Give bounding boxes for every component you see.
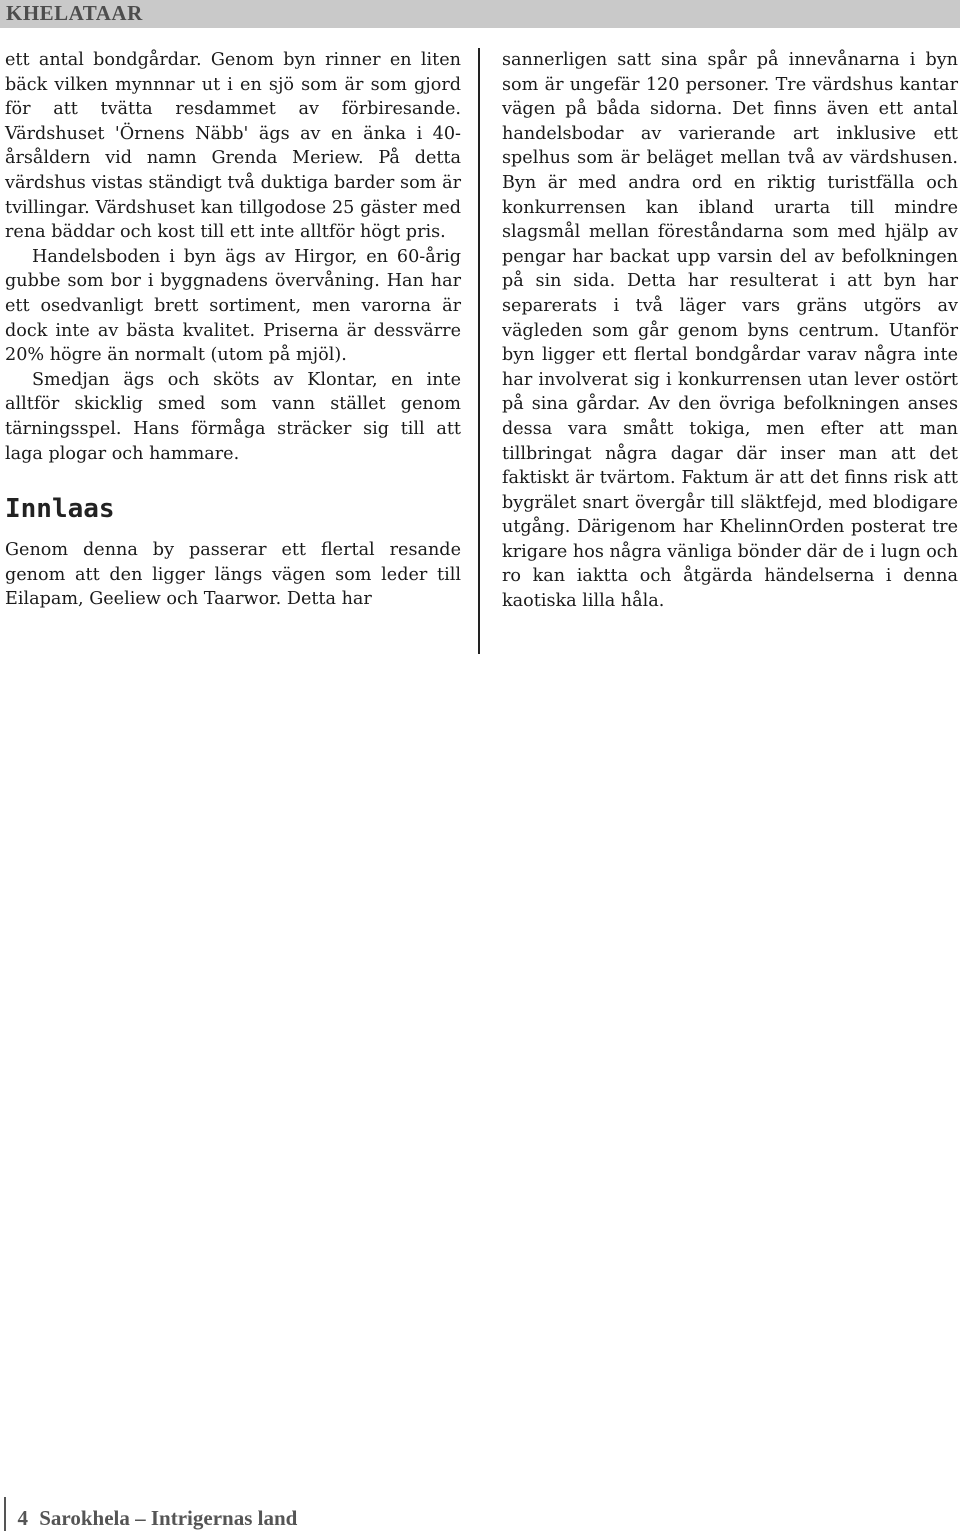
- paragraph-smithy: Smedjan ägs och sköts av Klontar, en inte alltför skicklig smed som vann stället genom tärningsspel. Hans förmåga sträcker sig till att laga plogar och hammare.: [5, 369, 461, 464]
- section-heading: Innlaas: [5, 494, 115, 525]
- column-divider: [478, 48, 480, 654]
- page-footer: [0, 1506, 400, 1531]
- running-header: [0, 0, 960, 28]
- paragraph-innlaas-continued: sannerligen satt sina spår på innevånarna i byn som är ungefär 120 personer. Tre värdshus kantar vägen på båda sidorna. Det finns även ett antal handelsbodar av varierande art inklusive ett spelhus som är beläget mellan två av värdshusen. Byn är med andra ord en riktig turistfälla och konkurrensen kan ibland urarta till mindre slagsmål mellan föreståndarna som med hjälp av pengar har backat upp varsin del av befolkningen på sin sida. Detta har resulterat i att byn har separerats i två läger vars gräns utgörs av vägleden som går genom byns centrum. Utanför byn ligger ett flertal bondgårdar varav några inte har involverat sig i konkurrensen utan lever ostört på sina gårdar. Av den övriga befolkningen anses dessa vara smått tokiga, men efter att man tillbringat några dagar där inser man att det faktiskt är tvärtom. Faktum är att det finns risk att bygrälet snart övergår till släktfejd, med blodigare utgång. Därigenom har KhelinnOrden posterat tre krigare hos några vänliga bönder där de i lugn och ro kan iaktta och åtgärda händelserna i denna kaotiska lilla håla.: [502, 50, 958, 612]
- header-title: KHELATAAR: [6, 1, 143, 25]
- page-number: 4: [17, 1506, 28, 1530]
- paragraph-trading-post: Handelsboden i byn ägs av Hirgor, en 60-årig gubbe som bor i byggnadens övervåning. Han har ett osedvanligt brett sortiment, men varorna är dock inte av bästa kvalitet. Priserna är dessvärre 20% högre än normalt (utom på mjöl).: [5, 246, 461, 366]
- right-column: [502, 48, 958, 614]
- paragraph-innlaas-intro: Genom denna by passerar ett flertal resande genom att den ligger längs vägen som leder till Eilapam, Geeliew och Taarwor. Detta har: [5, 540, 461, 610]
- book-title: Sarokhela – Intrigernas land: [39, 1506, 298, 1530]
- paragraph-inn: ett antal bondgårdar. Genom byn rinner en liten bäck vilken mynnnar ut i en sjö som är som gjord för att tvätta resdammet av förbiresande. Värdshuset 'Örnens Näbb' ägs av en änka i 40-årsåldern vid namn Grenda Meriew. På detta värdshus vistas ständigt två duktiga barder som är tvillingar. Värdshuset kan tillgodose 25 gäster med rena bäddar och kost till ett inte alltför högt pris.: [5, 50, 461, 243]
- left-column: [5, 48, 461, 612]
